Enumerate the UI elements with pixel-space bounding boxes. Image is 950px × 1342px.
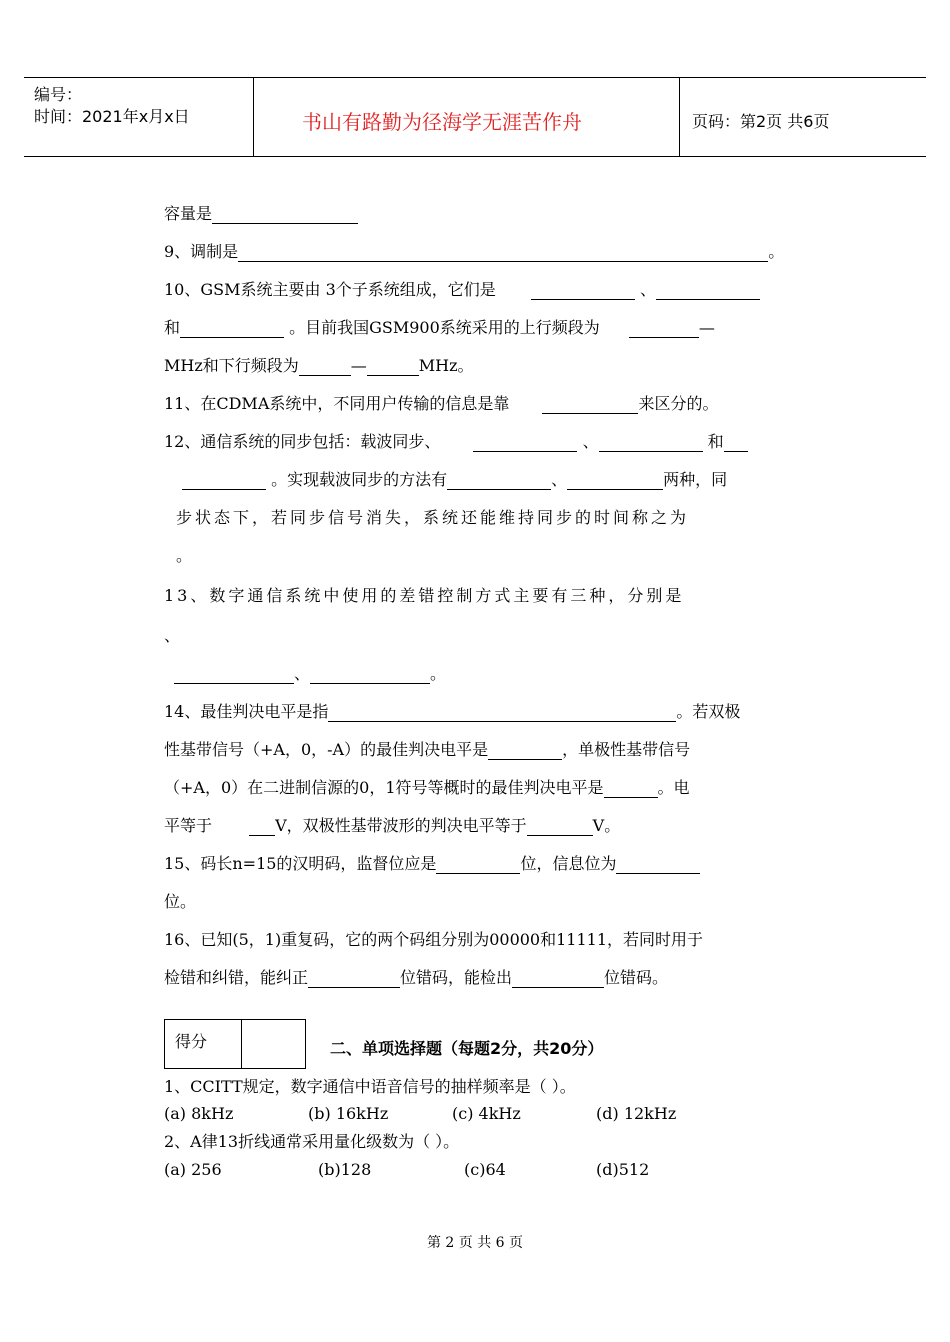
blank[interactable] (308, 971, 400, 988)
question-10-line3: MHz和下行频段为 — MHz。 (164, 356, 474, 375)
blank[interactable] (542, 397, 638, 414)
header-divider (679, 78, 680, 156)
blank[interactable] (174, 667, 294, 684)
header-meta (34, 84, 190, 128)
blank[interactable] (212, 207, 358, 224)
header-divider (253, 78, 254, 156)
motto: 书山有路勤为径海学无涯苦作舟 (302, 110, 582, 134)
question-14-line4: 平等于 V，双极性基带波形的判决电平等于 V。 (164, 816, 621, 835)
mc1-option-a[interactable]: (a) 8kHz (164, 1104, 234, 1123)
question-14-line3: （+A，0）在二进制信源的0，1符号等概时的最佳判决电平是 。电 (164, 778, 690, 797)
section-title: 二、单项选择题（每题2分，共20分） (330, 1039, 604, 1058)
blank[interactable] (249, 819, 275, 836)
mc-question-2: 2、A律13折线通常采用量化级数为（ ）。 (164, 1132, 460, 1151)
blank[interactable] (436, 857, 520, 874)
blank[interactable] (310, 667, 430, 684)
page-footer: 第 2 页 共 6 页 (426, 1235, 524, 1251)
question-10-line1: 10、GSM系统主要由 3个子系统组成，它们是 、 (164, 280, 788, 300)
blank[interactable] (473, 435, 577, 452)
question-12-line3: 步状态下，若同步信号消失，系统还能维持同步的时间称之为 (176, 508, 690, 527)
blank[interactable] (656, 283, 760, 300)
blank[interactable] (238, 245, 768, 262)
question-14-line2: 性基带信号（+A，0，-A）的最佳判决电平是 ，单极性基带信号 (164, 740, 691, 759)
question-16-line1: 16、已知(5，1)重复码，它的两个码组分别为00000和11111，若同时用于 (164, 930, 704, 949)
q8-tail: 容量是 (164, 204, 788, 224)
question-9: 9、调制是 。 (164, 242, 785, 261)
blank[interactable] (299, 359, 351, 376)
mc1-option-d[interactable]: (d) 12kHz (596, 1104, 677, 1123)
blank[interactable] (567, 473, 663, 490)
question-13-line3: 、 。 (164, 664, 788, 684)
mc1-option-b[interactable]: (b) 16kHz (308, 1104, 389, 1123)
blank[interactable] (604, 781, 658, 798)
blank[interactable] (531, 283, 635, 300)
mc2-option-c[interactable]: (c)64 (464, 1160, 506, 1179)
question-12-line4: 。 (176, 546, 193, 565)
page-header (24, 77, 926, 157)
blank[interactable] (512, 971, 604, 988)
score-label: 得分 (175, 1032, 208, 1051)
blank[interactable] (629, 321, 699, 338)
mc2-option-b[interactable]: (b)128 (318, 1160, 372, 1179)
question-15-line2: 位。 (164, 892, 197, 911)
blank[interactable] (182, 473, 266, 490)
page-indicator: 页码：第2页 共6页 (692, 112, 830, 131)
blank[interactable] (367, 359, 419, 376)
question-10-line2: 和 。目前我国GSM900系统采用的上行频段为 — (164, 318, 715, 337)
mc-question-1: 1、CCITT规定，数字通信中语音信号的抽样频率是（ ）。 (164, 1077, 576, 1096)
score-box-divider (241, 1020, 242, 1068)
score-box (164, 1019, 306, 1069)
question-15-line1: 15、码长n=15的汉明码，监督位应是 位，信息位为 (164, 854, 788, 874)
mc2-option-a[interactable]: (a) 256 (164, 1160, 222, 1179)
mc1-option-c[interactable]: (c) 4kHz (452, 1104, 521, 1123)
time-label: 时间：2021年x月x日 (34, 107, 190, 126)
code-label: 编号： (34, 85, 83, 104)
blank[interactable] (180, 321, 284, 338)
question-16-line2: 检错和纠错，能纠正 位错码，能检出 位错码。 (164, 968, 669, 987)
blank[interactable] (616, 857, 700, 874)
question-11: 11、在CDMA系统中，不同用户传输的信息是靠 来区分的。 (164, 394, 719, 413)
blank[interactable] (724, 435, 748, 452)
question-12-line2: 。实现载波同步的方法有 、 两种，同 (164, 470, 788, 490)
blank[interactable] (447, 473, 551, 490)
blank[interactable] (328, 705, 676, 722)
blank[interactable] (488, 743, 562, 760)
blank[interactable] (527, 819, 593, 836)
blank[interactable] (599, 435, 703, 452)
question-13-line1: 13、数字通信系统中使用的差错控制方式主要有三种，分别是 (164, 586, 685, 605)
question-14-line1: 14、最佳判决电平是指 。若双极 (164, 702, 741, 721)
question-13-line2: 、 (164, 626, 181, 645)
question-12-line1: 12、通信系统的同步包括：载波同步、 、 和 (164, 432, 788, 452)
mc2-option-d[interactable]: (d)512 (596, 1160, 650, 1179)
